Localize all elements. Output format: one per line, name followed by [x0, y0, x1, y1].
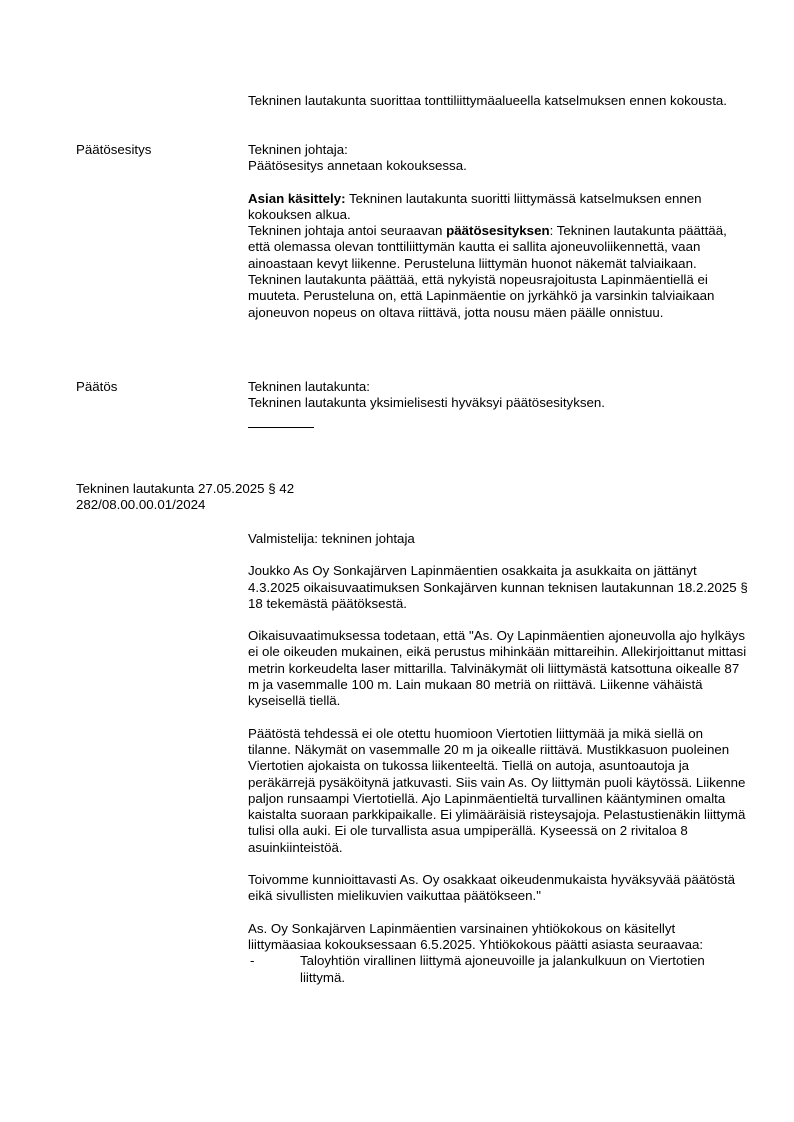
paatosesitys-body [248, 142, 748, 321]
list-item [248, 953, 748, 986]
paatosesitys-paragraph-3: Tekninen lautakunta päättää, että nykyistä nopeusrajoitusta Lapinmäentiellä ei muuteta. Perusteluna on, että Lapinmäentie on jyrkähkö ja varsinkin talviaikaan ajoneuvon nopeus on oltava riittävä, jotta nousu mäen päälle onnistuu. [248, 272, 715, 320]
intro-text: Tekninen lautakunta suorittaa tonttiliittymäalueella katselmuksen ennen kokousta. [248, 93, 727, 108]
valmistelija: Valmistelija: tekninen johtaja [248, 531, 415, 546]
section-header [76, 481, 294, 514]
section2-paragraph-5: As. Oy Sonkajärven Lapinmäentien varsinainen yhtiökokous on käsitellyt liittymäasiaa kokouksessaan 6.5.2025. Yhtiökokous päätti asiasta seuraavaa: [248, 920, 704, 952]
section2-paragraph-2: Oikaisuvaatimuksessa todetaan, että "As. Oy Lapinmäentien ajoneuvolla ajo hylkäys ei ole oikeuden mukainen, eikä perustus mihinkään mittareihin. Allekirjoittanut mittasi metrin korkeudelta laser mittarilla. Talvinäkymät oli liittymästä katsottuna oikealle 87 m ja vasemmalle 100 m. Lain mukaan 80 metriä on riittävä. Liikenne vähäistä kyseisellä tiellä. [248, 628, 747, 709]
asian-kasittely-text: Tekninen lautakunta suoritti liittymässä katselmuksen ennen kokouksen alkua. [248, 190, 702, 222]
asian-kasittely [248, 191, 748, 224]
bullet-text: Taloyhtiön virallinen liittymä ajoneuvoille ja jalankulkuun on Viertotien liittymä. [300, 953, 705, 985]
paatosesitys-label: Päätösesitys [76, 142, 152, 157]
section2-body [248, 531, 748, 986]
paatos-body [248, 379, 748, 412]
document-number: 282/08.00.00.01/2024 [76, 497, 206, 513]
paatosesitys-text: Päätösesitys annetaan kokouksessa. [248, 158, 467, 174]
p2-bold: päätösesityksen [446, 223, 550, 239]
section2-paragraph-1: Joukko As Oy Sonkajärven Lapinmäentien osakkaita ja asukkaita on jättänyt 4.3.2025 oikaisuvaatimuksen Sonkajärven kunnan teknisen lautakunnan 18.2.2025 § 18 tekemästä päätöksestä. [248, 563, 748, 611]
asian-kasittely-heading: Asian käsittely: [248, 190, 346, 206]
section2-paragraph-4: Toivomme kunnioittavasti As. Oy osakkaat oikeudenmukaista hyväksyvää päätöstä eikä sivullisten mielikuvien vaikuttaa päätökseen." [248, 872, 736, 904]
paatos-label: Päätös [76, 379, 118, 394]
paatosesitys-paragraph-2 [248, 223, 748, 272]
meeting-reference: Tekninen lautakunta 27.05.2025 § 42 [76, 481, 295, 496]
paatos-text: Tekninen lautakunta yksimielisesti hyväksyi päätösesityksen. [248, 395, 605, 411]
section2-paragraph-3: Päätöstä tehdessä ei ole otettu huomioon Viertotien liittymää ja mikä siellä on tilanne. Näkymät on vasemmalle 20 m ja oikealle riittävä. Mustikkasuon puoleinen Viertotien ajokaista on tukossa liikenteeltä. Tiellä on autoja, asuntoautoja ja peräkärrejä pysäköitynä jatkuvasti. Siis vain As. Oy liittymän puoli käytössä. Liikenne paljon runsaampi Viertotiellä. Ajo Lapinmäentieltä turvallinen kääntyminen omalta kaistalta suoraan parkkipaikalle. Ei ylimääräisiä risteysajoja. Pelastustienäkin liittymä tulisi olla auki. Ei ole turvallista asua umpiperällä. Kyseessä on 2 rivitaloa 8 asuinkiinteistöä. [248, 725, 746, 855]
bullet-dash: - [250, 953, 255, 969]
p2-pre: Tekninen johtaja antoi seuraavan [248, 223, 447, 239]
paatos-author: Tekninen lautakunta: [248, 379, 370, 394]
signature-rule [248, 427, 314, 428]
p2-post: : Tekninen lautakunta päättää, että olemassa olevan tonttiliittymän kautta ei sallita ajoneuvoliikennettä, vaan ainoastaan kevyt liikenne. Perusteluna liittymän huonot näkemät talviaikaan. [248, 223, 727, 271]
paatosesitys-author: Tekninen johtaja: [248, 142, 348, 157]
